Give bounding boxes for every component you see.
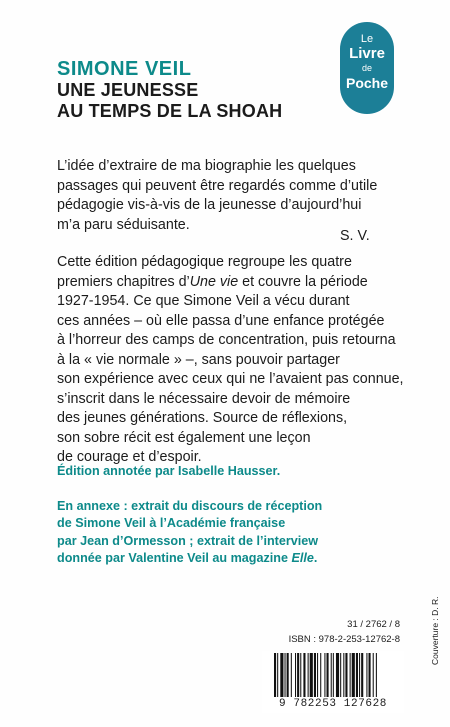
catalog-codes bbox=[289, 617, 400, 647]
edition-note-text: Édition annotée par Isabelle Hausser. bbox=[57, 464, 281, 478]
description-line: Cette édition pédagogique regroupe les quatre bbox=[57, 254, 352, 270]
annex-line: par Jean d’Ormesson ; extrait de l’interview bbox=[57, 533, 319, 548]
logo-text-de: de bbox=[361, 63, 372, 73]
intro-line: L’idée d’extraire de ma biographie les quelques bbox=[57, 158, 356, 174]
description-paragraph bbox=[57, 253, 404, 468]
book-title-reference: Une vie bbox=[189, 273, 239, 290]
intro-line: m’a paru séduisante. bbox=[57, 216, 190, 233]
description-text: et couvre la période bbox=[238, 273, 368, 290]
reference-code: 31 / 2762 / 8 bbox=[347, 619, 400, 630]
annex-text: . bbox=[313, 550, 318, 565]
edition-note bbox=[57, 463, 397, 480]
magazine-title: Elle bbox=[291, 550, 314, 565]
description-line: ces années – où elle passa d’une enfance protégée bbox=[57, 312, 385, 329]
logo-text-le: Le bbox=[360, 33, 374, 45]
description-line: de courage et d’espoir. bbox=[57, 449, 202, 465]
isbn-code: ISBN : 978-2-253-12762-8 bbox=[288, 634, 400, 645]
annex-note bbox=[57, 498, 397, 567]
annex-line: de Simone Veil à l’Académie française bbox=[57, 516, 286, 531]
description-line: s’inscrit dans le nécessaire devoir de mémoire bbox=[57, 390, 351, 407]
annex-text: donnée par Valentine Veil au magazine bbox=[57, 550, 292, 565]
barcode-bars bbox=[262, 651, 404, 701]
description-line: des jeunes générations. Source de réflexions, bbox=[57, 410, 348, 426]
barcode bbox=[262, 651, 404, 713]
logo-text-poche: Poche bbox=[345, 75, 388, 91]
description-line bbox=[57, 273, 387, 293]
intro-quote bbox=[57, 157, 387, 235]
annex-line: En annexe : extrait du discours de réception bbox=[57, 499, 323, 513]
description-line: son sobre récit est également une leçon bbox=[57, 429, 311, 446]
cover-credit: Couverture : D. R. bbox=[430, 596, 440, 665]
publisher-logo bbox=[340, 22, 394, 114]
barcode-number: 9 782253 127628 bbox=[278, 698, 388, 710]
description-line: son expérience avec ceux qui ne l’avaient pas connue, bbox=[57, 371, 404, 387]
logo-text-livre: Livre bbox=[349, 45, 385, 62]
book-title-line-1: UNE JEUNESSE bbox=[57, 80, 199, 100]
header bbox=[57, 58, 337, 122]
description-line: 1927-1954. Ce que Simone Veil a vécu durant bbox=[57, 293, 350, 309]
description-text: premiers chapitres d’ bbox=[57, 273, 190, 290]
intro-line: pédagogie vis-à-vis de la jeunesse d’aujourd’hui bbox=[57, 197, 362, 213]
description-line: à l’horreur des camps de concentration, puis retourna bbox=[57, 332, 396, 348]
intro-line: passages qui peuvent être regardés comme d’utile bbox=[57, 177, 378, 194]
annex-line bbox=[57, 550, 397, 567]
quote-signature: S. V. bbox=[340, 228, 370, 244]
description-line: à la « vie normale » –, sans pouvoir partager bbox=[57, 351, 340, 368]
book-title-line-2: AU TEMPS DE LA SHOAH bbox=[57, 101, 283, 121]
author-name: SIMONE VEIL bbox=[57, 58, 192, 80]
